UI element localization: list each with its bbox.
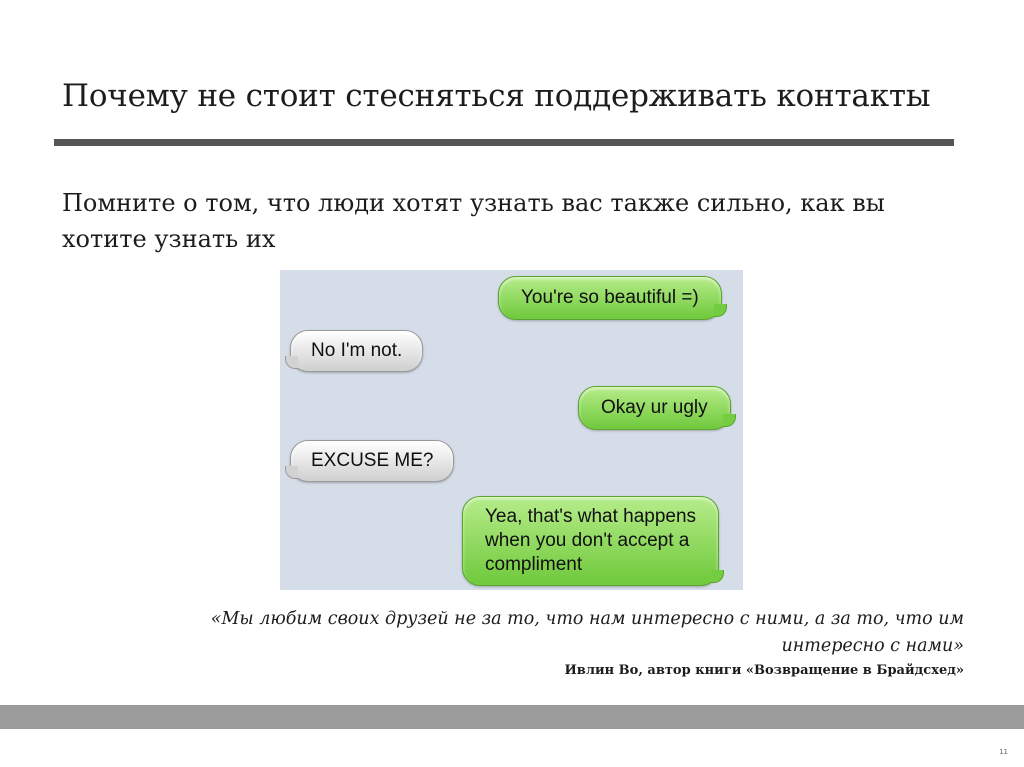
chat-bubble-received: EXCUSE ME? [290,440,454,482]
page-number: 11 [999,748,1008,756]
footer-bar [0,705,1024,729]
chat-screenshot-image [280,270,743,590]
slide-title: Почему не стоит стесняться поддерживать контакты [62,78,931,114]
title-divider [54,139,954,146]
chat-bubble-received: No I'm not. [290,330,423,372]
chat-bubble-sent: Yea, that's what happens when you don't accept a compliment [462,496,719,586]
chat-bubble-sent: Okay ur ugly [578,386,731,430]
quote-text: «Мы любим своих друзей не за то, что нам интересно с ними, а за то, что им интересно с нами» [210,609,964,656]
slide-subtitle: Помните о том, что люди хотят узнать вас также сильно, как вы хотите узнать их [62,189,885,253]
chat-bubble-sent: You're so beautiful =) [498,276,722,320]
quote-author: Ивлин Во, автор книги «Возвращение в Брайдсхед» [564,663,964,678]
